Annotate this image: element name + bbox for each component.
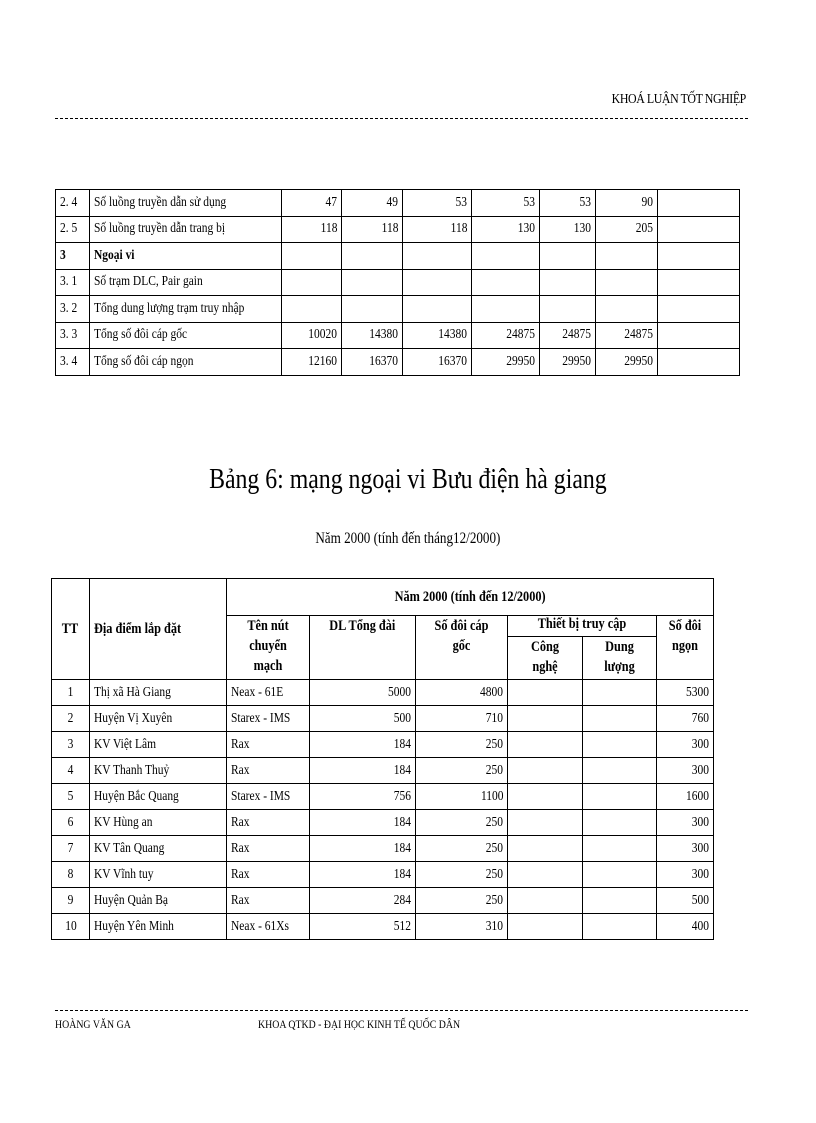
- cell-capacity: [583, 732, 657, 758]
- table-subtitle: Năm 2000 (tính đến tháng12/2000): [315, 530, 501, 547]
- cell-node: Rax: [227, 888, 310, 914]
- cell-node: Rax: [227, 862, 310, 888]
- cell-location: Huyện Yên Minh: [90, 914, 227, 940]
- header-title: KHOÁ LUẬN TỐT NGHIỆP: [611, 92, 746, 107]
- cell-capacity: [583, 758, 657, 784]
- row-value: 14380: [403, 322, 472, 349]
- cell-location: Huyện Bắc Quang: [90, 784, 227, 810]
- table-row: [56, 216, 740, 243]
- table-row: [52, 836, 714, 862]
- row-label: Số luồng truyền dẫn sử dụng: [90, 190, 282, 217]
- cell-dl: 5000: [310, 680, 416, 706]
- header-dl: DL Tổng đài: [310, 616, 416, 680]
- row-number: 3. 1: [56, 269, 90, 296]
- row-value: 53: [472, 190, 540, 217]
- row-value: [658, 349, 740, 376]
- row-value: [403, 296, 472, 323]
- cell-location: KV Việt Lâm: [90, 732, 227, 758]
- cell-capacity: [583, 888, 657, 914]
- cell-capacity: [583, 914, 657, 940]
- cell-tt: 4: [52, 758, 90, 784]
- table-row: [56, 269, 740, 296]
- cell-capacity: [583, 680, 657, 706]
- cell-end-pairs: 300: [657, 732, 714, 758]
- cell-root-pairs: 4800: [416, 680, 508, 706]
- row-value: 24875: [540, 322, 596, 349]
- table-row: [56, 243, 740, 270]
- cell-technology: [508, 862, 583, 888]
- row-value: 205: [596, 216, 658, 243]
- cell-node: Rax: [227, 758, 310, 784]
- row-value: [540, 296, 596, 323]
- header-divider: [55, 118, 748, 119]
- row-value: 24875: [596, 322, 658, 349]
- header-location: Địa điểm lắp đặt: [90, 579, 227, 680]
- table-row: [52, 680, 714, 706]
- cell-location: Huyện Vị Xuyên: [90, 706, 227, 732]
- table-row: [52, 862, 714, 888]
- cell-end-pairs: 1600: [657, 784, 714, 810]
- cell-end-pairs: 300: [657, 862, 714, 888]
- table-row: [52, 888, 714, 914]
- header-end-pairs: Số đôi ngọn: [657, 616, 714, 680]
- cell-root-pairs: 250: [416, 836, 508, 862]
- table-row: [56, 296, 740, 323]
- cell-end-pairs: 300: [657, 758, 714, 784]
- row-value: [282, 296, 342, 323]
- table-row: [52, 706, 714, 732]
- cell-dl: 500: [310, 706, 416, 732]
- table-row: [52, 810, 714, 836]
- cell-technology: [508, 758, 583, 784]
- table-row: [52, 732, 714, 758]
- cell-technology: [508, 836, 583, 862]
- cell-location: Huyện Quản Bạ: [90, 888, 227, 914]
- cell-technology: [508, 888, 583, 914]
- header-root-pairs: Số đôi cáp gốc: [416, 616, 508, 680]
- row-number: 3. 4: [56, 349, 90, 376]
- cell-tt: 1: [52, 680, 90, 706]
- row-value: [658, 216, 740, 243]
- row-value: [342, 243, 403, 270]
- cell-tt: 5: [52, 784, 90, 810]
- cell-tt: 2: [52, 706, 90, 732]
- row-value: [342, 296, 403, 323]
- row-value: 12160: [282, 349, 342, 376]
- cell-dl: 184: [310, 758, 416, 784]
- cell-node: Rax: [227, 732, 310, 758]
- row-value: [403, 269, 472, 296]
- cell-capacity: [583, 862, 657, 888]
- row-value: [596, 243, 658, 270]
- cell-root-pairs: 250: [416, 862, 508, 888]
- cell-capacity: [583, 784, 657, 810]
- row-value: 14380: [342, 322, 403, 349]
- row-value: [403, 243, 472, 270]
- table-title: Bảng 6: mạng ngoại vi Bưu điện hà giang: [209, 464, 607, 495]
- row-value: [342, 269, 403, 296]
- cell-technology: [508, 914, 583, 940]
- cell-end-pairs: 500: [657, 888, 714, 914]
- cell-tt: 10: [52, 914, 90, 940]
- row-label: Tổng số đôi cáp ngọn: [90, 349, 282, 376]
- row-value: 118: [342, 216, 403, 243]
- header-tt: TT: [52, 579, 90, 680]
- row-value: [282, 269, 342, 296]
- network-table: [51, 578, 714, 940]
- cell-capacity: [583, 706, 657, 732]
- cell-root-pairs: 310: [416, 914, 508, 940]
- row-value: 24875: [472, 322, 540, 349]
- row-value: 53: [403, 190, 472, 217]
- row-label: Tổng số đôi cáp gốc: [90, 322, 282, 349]
- cell-dl: 756: [310, 784, 416, 810]
- cell-dl: 512: [310, 914, 416, 940]
- cell-root-pairs: 1100: [416, 784, 508, 810]
- row-value: [658, 296, 740, 323]
- row-value: [596, 269, 658, 296]
- row-label: Số trạm DLC, Pair gain: [90, 269, 282, 296]
- row-value: 118: [282, 216, 342, 243]
- cell-root-pairs: 250: [416, 810, 508, 836]
- cell-root-pairs: 710: [416, 706, 508, 732]
- cell-dl: 184: [310, 836, 416, 862]
- header-access-device: Thiết bị truy cập: [508, 616, 657, 637]
- row-value: 49: [342, 190, 403, 217]
- cell-location: KV Tân Quang: [90, 836, 227, 862]
- row-value: 16370: [403, 349, 472, 376]
- row-value: [658, 322, 740, 349]
- cell-capacity: [583, 810, 657, 836]
- row-value: [540, 243, 596, 270]
- cell-location: Thị xã Hà Giang: [90, 680, 227, 706]
- table-row: [52, 784, 714, 810]
- cell-technology: [508, 680, 583, 706]
- row-value: [596, 296, 658, 323]
- table-row: [52, 914, 714, 940]
- row-number: 3: [56, 243, 90, 270]
- footer-faculty: KHOA QTKD - ĐẠI HỌC KINH TẾ QUỐC DÂN: [258, 1017, 461, 1031]
- cell-tt: 6: [52, 810, 90, 836]
- cell-technology: [508, 810, 583, 836]
- header-year-group: Năm 2000 (tính đến 12/2000): [227, 579, 714, 616]
- cell-tt: 3: [52, 732, 90, 758]
- cell-node: Starex - IMS: [227, 784, 310, 810]
- row-label: Tổng dung lượng trạm truy nhập: [90, 296, 282, 323]
- row-value: [658, 243, 740, 270]
- cell-technology: [508, 706, 583, 732]
- row-value: [658, 190, 740, 217]
- cell-end-pairs: 5300: [657, 680, 714, 706]
- footer-divider: [55, 1010, 748, 1011]
- cell-capacity: [583, 836, 657, 862]
- table-row: [56, 349, 740, 376]
- row-value: [472, 269, 540, 296]
- row-value: [658, 269, 740, 296]
- row-label: Ngoại vi: [90, 243, 282, 270]
- cell-dl: 184: [310, 862, 416, 888]
- table-row: [56, 190, 740, 217]
- cell-dl: 284: [310, 888, 416, 914]
- table-row: [56, 322, 740, 349]
- cell-root-pairs: 250: [416, 732, 508, 758]
- row-number: 2. 5: [56, 216, 90, 243]
- row-number: 3. 3: [56, 322, 90, 349]
- header-technology: Công nghệ: [508, 637, 583, 680]
- row-value: 130: [540, 216, 596, 243]
- cell-tt: 8: [52, 862, 90, 888]
- cell-node: Starex - IMS: [227, 706, 310, 732]
- row-value: 53: [540, 190, 596, 217]
- cell-location: KV Vĩnh tuy: [90, 862, 227, 888]
- cell-node: Neax - 61Xs: [227, 914, 310, 940]
- row-value: 130: [472, 216, 540, 243]
- cell-location: KV Thanh Thuỷ: [90, 758, 227, 784]
- cell-end-pairs: 300: [657, 836, 714, 862]
- row-value: [540, 269, 596, 296]
- cell-dl: 184: [310, 732, 416, 758]
- header-node: Tên nút chuyển mạch: [227, 616, 310, 680]
- row-label: Số luồng truyền dẫn trang bị: [90, 216, 282, 243]
- cell-end-pairs: 400: [657, 914, 714, 940]
- row-value: 29950: [596, 349, 658, 376]
- cell-dl: 184: [310, 810, 416, 836]
- cell-node: Neax - 61E: [227, 680, 310, 706]
- cell-technology: [508, 732, 583, 758]
- footer-author: HOÀNG VĂN GA: [55, 1017, 131, 1031]
- row-value: 10020: [282, 322, 342, 349]
- cell-end-pairs: 300: [657, 810, 714, 836]
- continuation-table: [55, 189, 740, 376]
- header-capacity: Dung lượng: [583, 637, 657, 680]
- cell-end-pairs: 760: [657, 706, 714, 732]
- cell-root-pairs: 250: [416, 758, 508, 784]
- cell-root-pairs: 250: [416, 888, 508, 914]
- cell-tt: 9: [52, 888, 90, 914]
- row-value: 118: [403, 216, 472, 243]
- cell-tt: 7: [52, 836, 90, 862]
- row-value: 16370: [342, 349, 403, 376]
- row-number: 2. 4: [56, 190, 90, 217]
- row-value: 90: [596, 190, 658, 217]
- row-value: 29950: [472, 349, 540, 376]
- row-value: 47: [282, 190, 342, 217]
- cell-node: Rax: [227, 810, 310, 836]
- row-value: [472, 296, 540, 323]
- cell-node: Rax: [227, 836, 310, 862]
- row-value: [282, 243, 342, 270]
- row-value: [472, 243, 540, 270]
- row-number: 3. 2: [56, 296, 90, 323]
- row-value: 29950: [540, 349, 596, 376]
- cell-technology: [508, 784, 583, 810]
- cell-location: KV Hùng an: [90, 810, 227, 836]
- table-row: [52, 758, 714, 784]
